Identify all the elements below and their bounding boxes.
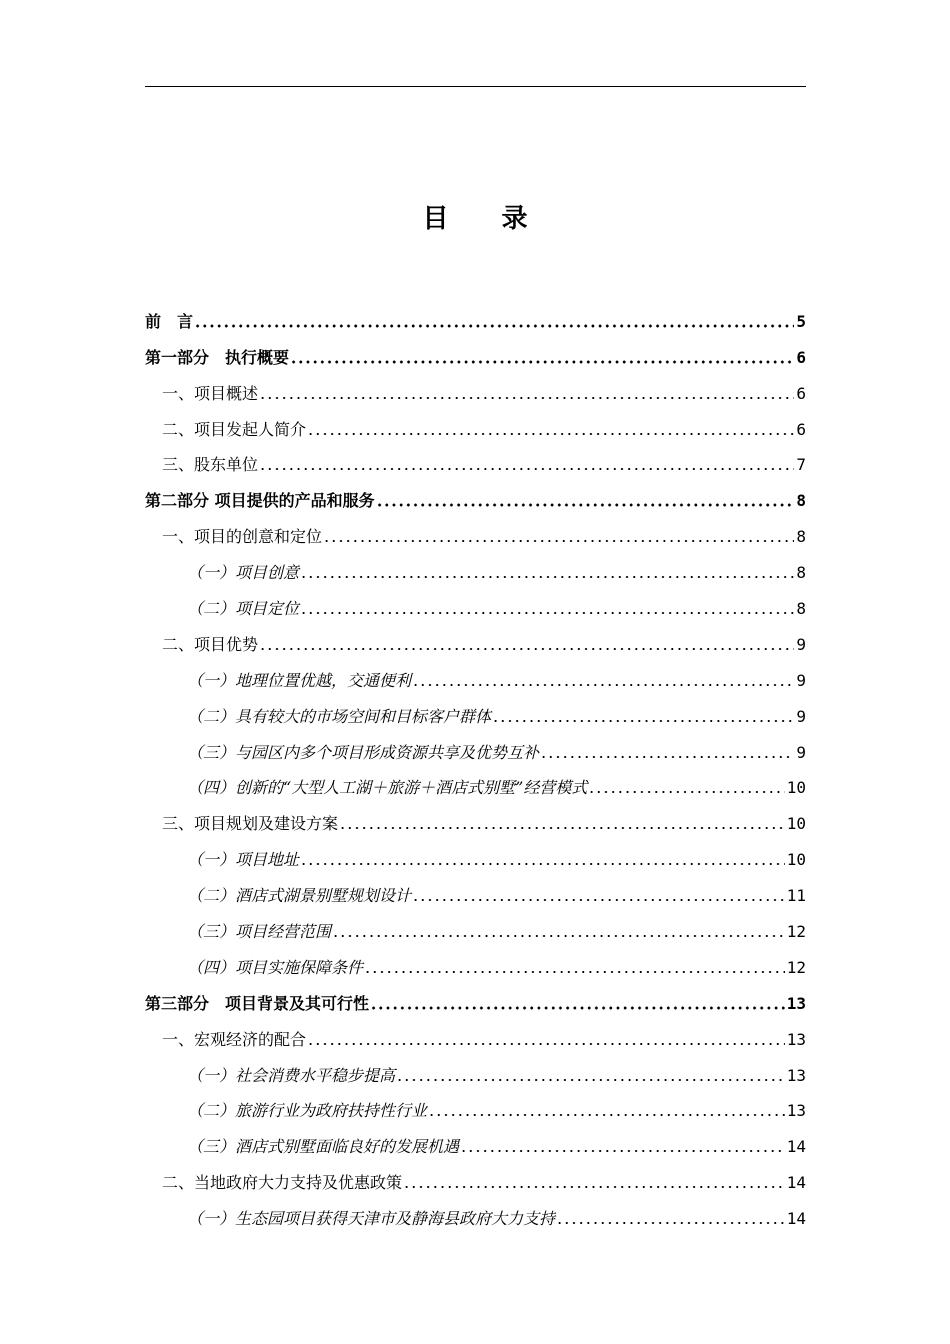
toc-entry-page: 13: [786, 1065, 806, 1085]
toc-entry-label: （一）地理位置优越，交通便利: [187, 670, 412, 690]
toc-entry-page: 14: [786, 1209, 806, 1229]
toc-entry-page: 13: [786, 1101, 806, 1121]
toc-entry-label: （二）酒店式湖景别墅规划设计: [187, 886, 412, 906]
toc-entry-page: 6: [796, 383, 806, 403]
toc-entry-page: 12: [786, 922, 806, 942]
toc-entry[interactable]: [145, 477, 806, 513]
toc-entry[interactable]: [145, 657, 806, 693]
toc-entry[interactable]: [145, 1195, 806, 1231]
toc-entry-label: 三、股东单位: [162, 455, 259, 475]
toc-entry-label: （一）项目创意: [187, 563, 300, 583]
dot-leader: [259, 467, 794, 471]
dot-leader: [428, 1113, 785, 1117]
toc-entry[interactable]: [145, 513, 806, 549]
toc-entry-page: 9: [796, 670, 806, 690]
dot-leader: [376, 503, 795, 507]
dot-leader: [300, 862, 785, 866]
dot-leader: [323, 539, 794, 543]
toc-entry-page: 10: [786, 814, 806, 834]
toc-entry-label: （二）具有较大的市场空间和目标客户群体: [187, 706, 492, 726]
dot-leader: [339, 826, 785, 830]
toc-entry[interactable]: [145, 872, 806, 908]
dot-leader: [307, 1042, 785, 1046]
toc-entry-page: 10: [786, 850, 806, 870]
dot-leader: [307, 432, 794, 436]
toc-entry[interactable]: [145, 1052, 806, 1088]
toc-entry-label: （三）与园区内多个项目形成资源共享及优势互补: [187, 742, 540, 762]
toc-entry-page: 6: [796, 347, 806, 367]
dot-leader: [460, 1149, 785, 1153]
toc-entry-page: 8: [796, 599, 806, 619]
toc-entry-page: 13: [786, 993, 806, 1013]
toc-entry-label: 第三部分 项目背景及其可行性: [145, 993, 370, 1013]
toc-entry-page: 12: [786, 957, 806, 977]
toc-entry-page: 10: [786, 778, 806, 798]
toc-entry[interactable]: [145, 406, 806, 442]
toc-entry-page: 8: [796, 563, 806, 583]
dot-leader: [332, 934, 785, 938]
toc-entry[interactable]: [145, 549, 806, 585]
toc-entry-label: （三）项目经营范围: [187, 922, 332, 942]
dot-leader: [300, 575, 794, 579]
dot-leader: [259, 396, 794, 400]
page-title: 目 录: [422, 204, 550, 234]
toc-entry-label: 二、当地政府大力支持及优惠政策: [162, 1173, 403, 1193]
toc-entry[interactable]: [145, 334, 806, 370]
toc-entry-label: （三）酒店式别墅面临良好的发展机遇: [187, 1137, 460, 1157]
toc-entry-page: 6: [796, 419, 806, 439]
dot-leader: [396, 1078, 785, 1082]
dot-leader: [412, 898, 785, 902]
toc-entry[interactable]: [145, 693, 806, 729]
dot-leader: [492, 719, 794, 723]
toc-entry[interactable]: [145, 836, 806, 872]
toc-entry[interactable]: [145, 1123, 806, 1159]
toc-entry-label: 二、项目优势: [162, 634, 259, 654]
toc-entry-page: 11: [786, 886, 806, 906]
toc-entry-label: 第一部分 执行概要: [145, 347, 290, 367]
toc-entry-page: 8: [796, 491, 806, 511]
toc-entry-page: 9: [796, 742, 806, 762]
toc-entry-label: 一、项目的创意和定位: [162, 527, 323, 547]
toc-entry[interactable]: [145, 944, 806, 980]
toc-entry-label: 第二部分 项目提供的产品和服务: [145, 491, 375, 511]
toc-entry[interactable]: [145, 800, 806, 836]
dot-leader: [556, 1221, 785, 1225]
toc-entry[interactable]: [145, 585, 806, 621]
toc-entry-page: 8: [796, 527, 806, 547]
toc-entry[interactable]: [145, 729, 806, 765]
toc-entry[interactable]: [145, 370, 806, 406]
dot-leader: [194, 324, 794, 328]
toc-entry-label: （四）项目实施保障条件: [187, 957, 364, 977]
dot-leader: [370, 1006, 785, 1010]
toc-entry[interactable]: [145, 1016, 806, 1052]
dot-leader: [290, 360, 794, 364]
dot-leader: [412, 683, 794, 687]
toc-entry[interactable]: [145, 621, 806, 657]
toc-entry-page: 7: [796, 455, 806, 475]
toc-entry-label: 二、项目发起人简介: [162, 419, 307, 439]
table-of-contents: [145, 298, 806, 1231]
dot-leader: [300, 611, 794, 615]
toc-entry[interactable]: [145, 298, 806, 334]
toc-entry-label: 前 言: [145, 311, 194, 331]
toc-entry-page: 14: [786, 1137, 806, 1157]
toc-entry-label: （四）创新的“大型人工湖＋旅游＋酒店式别墅”经营模式: [187, 778, 588, 798]
toc-entry-label: （二）项目定位: [187, 599, 300, 619]
dot-leader: [588, 790, 784, 794]
toc-entry-label: 一、项目概述: [162, 383, 259, 403]
toc-entry-label: 一、宏观经济的配合: [162, 1029, 307, 1049]
toc-entry[interactable]: [145, 765, 806, 801]
toc-entry[interactable]: [145, 908, 806, 944]
toc-entry-page: 14: [786, 1173, 806, 1193]
toc-entry-label: （一）社会消费水平稳步提高: [187, 1065, 396, 1085]
toc-entry-label: （二）旅游行业为政府扶持性行业: [187, 1101, 428, 1121]
dot-leader: [364, 970, 785, 974]
toc-entry-page: 13: [786, 1029, 806, 1049]
toc-entry-label: （一）生态园项目获得天津市及静海县政府大力支持: [187, 1209, 556, 1229]
toc-entry-page: 9: [796, 634, 806, 654]
toc-entry[interactable]: [145, 1088, 806, 1124]
toc-entry[interactable]: [145, 442, 806, 478]
dot-leader: [540, 755, 794, 759]
toc-entry[interactable]: [145, 980, 806, 1016]
toc-entry-label: 三、项目规划及建设方案: [162, 814, 339, 834]
dot-leader: [403, 1185, 785, 1189]
toc-entry-label: （一）项目地址: [187, 850, 300, 870]
toc-entry-page: 9: [796, 706, 806, 726]
toc-entry-page: 5: [796, 311, 806, 331]
header-rule: [145, 86, 806, 87]
toc-entry[interactable]: [145, 1159, 806, 1195]
dot-leader: [259, 647, 794, 651]
